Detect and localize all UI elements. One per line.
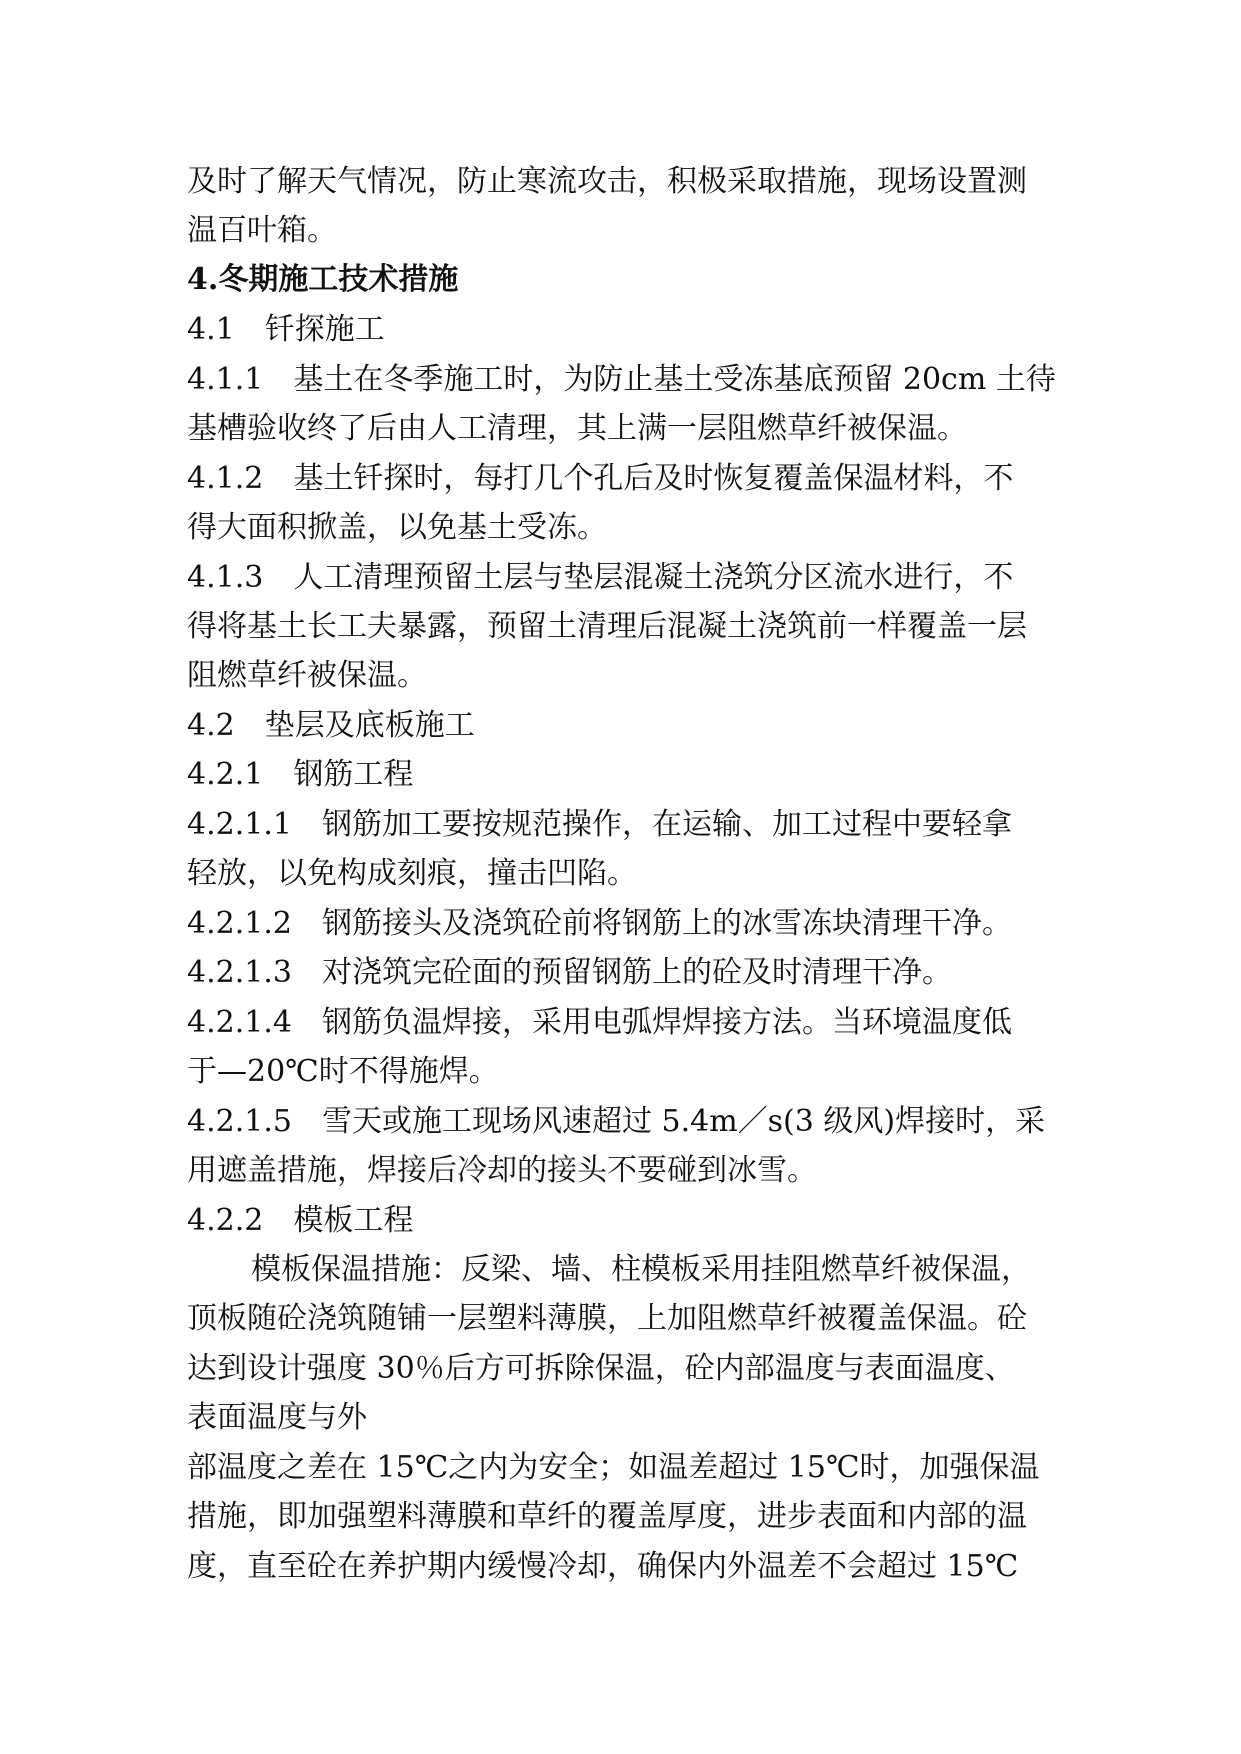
- subsection-heading: 4.1 钎探施工: [187, 312, 385, 347]
- subsection-heading: 4.2.1 钢筋工程: [187, 757, 414, 792]
- text-line: 表面温度与外: [187, 1400, 367, 1435]
- text-line: 模板保温措施：反梁、墙、柱模板采用挂阻燃草纤被保温，: [251, 1252, 1031, 1287]
- text-line: 4.1.3 人工清理预留土层与垫层混凝土浇筑分区流水进行，不: [187, 560, 1014, 595]
- text-line: 4.2.1.3 对浇筑完砼面的预留钢筋上的砼及时清理干净。: [187, 955, 952, 990]
- text-line: 4.1.1 基土在冬季施工时，为防止基土受冻基底预留 20cm 土待: [187, 362, 1056, 397]
- text-line: 得大面积掀盖，以免基土受冻。: [187, 510, 607, 545]
- text-line: 得将基土长工夫暴露，预留土清理后混凝土浇筑前一样覆盖一层: [187, 609, 1027, 644]
- text-line: 度，直至砼在养护期内缓慢冷却，确保内外温差不会超过 15℃: [187, 1549, 1019, 1584]
- text-line: 4.2.1.1 钢筋加工要按规范操作，在运输、加工过程中要轻拿: [187, 807, 1012, 842]
- text-line: 阻燃草纤被保温。: [187, 658, 427, 693]
- text-line: 4.1.2 基土钎探时，每打几个孔后及时恢复覆盖保温材料，不: [187, 461, 1014, 496]
- text-line: 及时了解天气情况，防止寒流攻击，积极采取措施，现场设置测: [187, 164, 1027, 199]
- text-line: 部温度之差在 15℃之内为安全；如温差超过 15℃时，加强保温: [187, 1450, 1040, 1485]
- text-line: 4.2.1.2 钢筋接头及浇筑砼前将钢筋上的冰雪冻块清理干净。: [187, 906, 1012, 941]
- text-line: 顶板随砼浇筑随铺一层塑料薄膜，上加阻燃草纤被覆盖保温。砼: [187, 1301, 1027, 1336]
- text-line: 达到设计强度 30％后方可拆除保温，砼内部温度与表面温度、: [187, 1351, 1015, 1386]
- text-line: 于—20℃时不得施焊。: [187, 1054, 499, 1089]
- section-heading: 4.冬期施工技术措施: [187, 262, 459, 297]
- text-line: 温百叶箱。: [187, 213, 337, 248]
- text-line: 4.2.1.4 钢筋负温焊接，采用电弧焊焊接方法。当环境温度低: [187, 1005, 1012, 1040]
- text-line: 措施，即加强塑料薄膜和草纤的覆盖厚度，进步表面和内部的温: [187, 1499, 1027, 1534]
- subsection-heading: 4.2 垫层及底板施工: [187, 708, 475, 743]
- text-line: 基槽验收终了后由人工清理，其上满一层阻燃草纤被保温。: [187, 411, 967, 446]
- text-line: 轻放，以免构成刻痕，撞击凹陷。: [187, 856, 637, 891]
- subsection-heading: 4.2.2 模板工程: [187, 1203, 414, 1238]
- text-line: 用遮盖措施，焊接后冷却的接头不要碰到冰雪。: [187, 1153, 817, 1188]
- text-line: 4.2.1.5 雪天或施工现场风速超过 5.4m／s(3 级风)焊接时，采: [187, 1104, 1046, 1139]
